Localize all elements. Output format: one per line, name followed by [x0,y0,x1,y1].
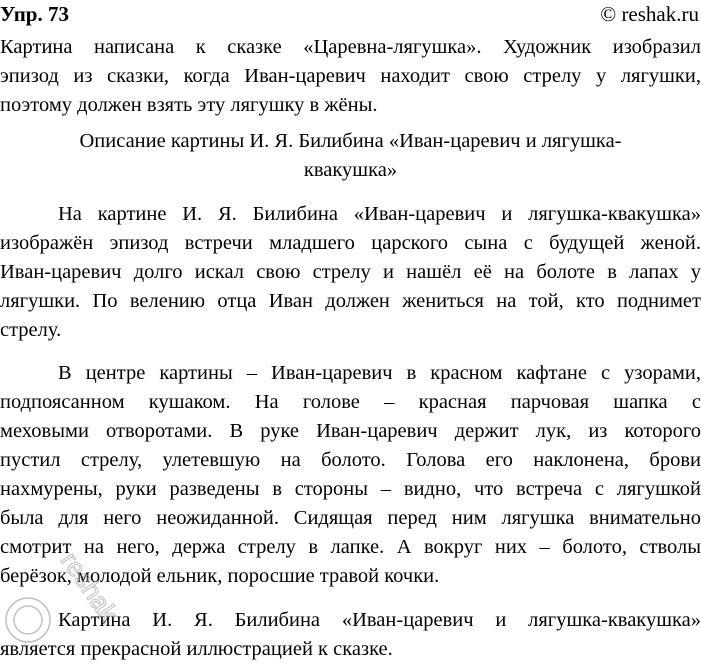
paragraph-3 [0,606,701,664]
text-line: В центре картины – Иван-царевич в красном кафтане с узорами, [58,362,701,384]
text-line: поэтому должен взять эту лягушку в жёны. [0,94,378,116]
heading-line: квакушка» [303,159,398,181]
text-line: меховыми отворотами. В руке Иван-царевич держит лук, из которого [0,420,701,442]
text-line: Картина написана к сказке «Царевна-лягушка». Художник изобразил [0,36,701,58]
text-line: подпоясанном кушаком. На голове – красная парчовая шапка с [0,391,701,413]
svg-text:reshak: reshak [55,546,125,628]
text-line: Картина И. Я. Билибина «Иван-царевич и лягушка-квакушка» [58,609,701,631]
exercise-number: Упр. 73 [0,2,69,26]
text-line: смотрит на него, держа стрелу в лапке. А вокруг них – болото, стволы [0,536,701,558]
text-line: стрелу. [0,319,62,341]
text-line: На картине И. Я. Билибина «Иван-царевич и лягушка-квакушка» [58,203,701,225]
text-line: является прекрасной иллюстрацией к сказке. [0,638,393,660]
heading [0,127,701,185]
intro-paragraph [0,33,701,120]
text-line: была для него неожиданной. Сидящая перед ним лягушка внимательно [0,507,701,529]
copyright: © reshak.ru [600,2,699,26]
paragraph-2 [0,359,701,591]
text-line: нахмурены, руки разведены в стороны – видно, что встреча с лягушкой [0,478,701,500]
heading-line: Описание картины И. Я. Билибина «Иван-царевич и лягушка- [79,130,622,152]
text-line: лягушки. По велению отца Иван должен жениться на той, кто поднимет [0,290,701,312]
text-line: изображён эпизод встречи младшего царского сына с будущей женой. [0,232,701,254]
text-line: берёзок, молодой ельник, поросшие травой кочки. [0,565,440,587]
text-line: Иван-царевич долго искал свою стрелу и нашёл её на болоте в лапах у [0,261,701,283]
paragraph-1 [0,200,701,345]
text-line: пустил стрелу, улетевшую на болото. Голова его наклонена, брови [0,449,701,471]
header [0,0,701,30]
text-line: эпизод из сказки, когда Иван-царевич находит свою стрелу у лягушки, [0,65,701,87]
